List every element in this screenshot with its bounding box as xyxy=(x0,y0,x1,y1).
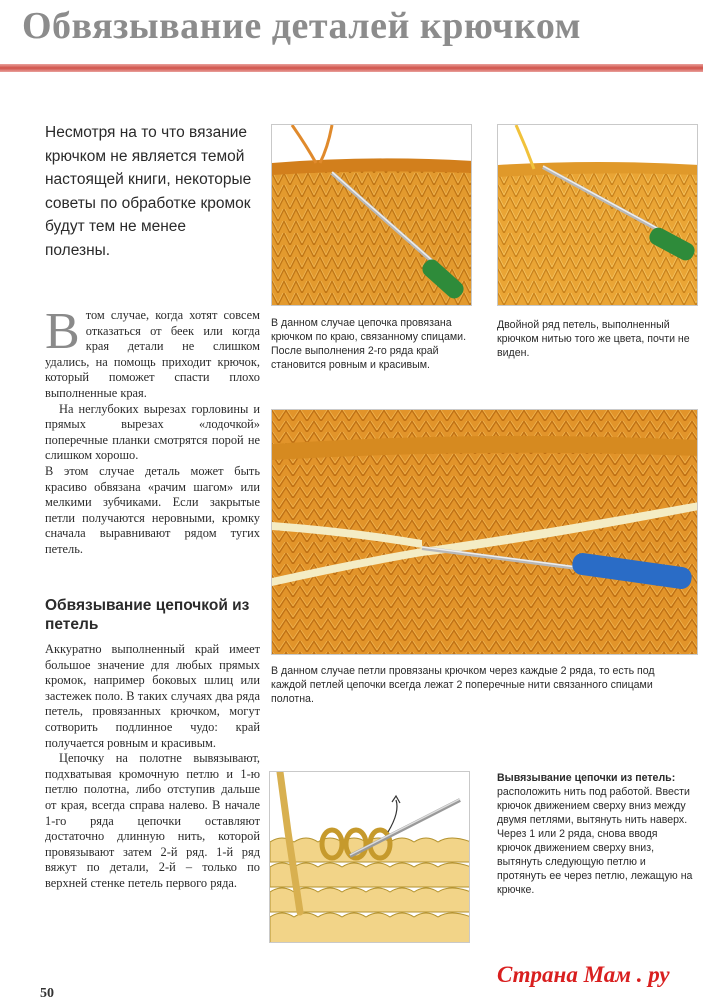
paragraph-1 xyxy=(45,303,260,402)
caption-photo-1: В данном случае цепочка провязана крючком по краю, связанному спицами. После выполнения 2-го ряда край становится ровным и красивым. xyxy=(271,317,467,371)
paragraph-3: В этом случае деталь может быть красиво обвязана «рачим шагом» или мелкими зубчиками. Если закрытые петли получаются неровными, кромку сначала выравнивают рядом тугих петель. xyxy=(45,463,260,556)
photo-double-row xyxy=(497,124,698,306)
caption-diagram xyxy=(497,771,693,897)
photo-chain-edge xyxy=(271,124,472,306)
section-paragraph-2: Цепочку на полотне вывязывают, подхватывая кромочную петлю и 1-ю петлю полотна, либо отступив дальше от края, всегда справа налево. В начале 1-го ряда цепочки оставляют достаточно длинную нить, которой провязывают затем 2-й ряд. 1-й ряд вяжут по детали, 2-й – только по верхней стенке петель первого ряда. xyxy=(45,751,260,890)
title-rule xyxy=(0,64,703,72)
caption-diagram-heading: Вывязывание цепочки из петель: xyxy=(497,772,676,784)
page-title: Обвязывание деталей крючком xyxy=(22,5,581,47)
section-paragraph-1: Аккуратно выполненный край имеет большое значение для любых прямых кромок, например боковых шлиц или застежек поло. В таких случаях два ряда петель, провязанных крючком, могут сотворить подлинное чудо: край получается ровным и красивым. xyxy=(45,642,260,750)
diagram-chain-stitch xyxy=(269,771,470,943)
paragraph-2: На неглубоких вырезах горловины и прямых вырезах «лодочкой» поперечные планки смотрятся порой не слишком хорошо. xyxy=(45,401,260,463)
body-text-top xyxy=(45,303,260,558)
paragraph-1-text: том случае, когда хотят совсем отказаться от беек или когда края детали не слишком удались, на помощь приходит крючок, который поможет спасти плохо выполненные края. xyxy=(45,308,260,400)
watermark: Страна Мам . ру xyxy=(497,962,670,987)
intro-paragraph: Несмотря на то что вязание крючком не является темой настоящей книги, некоторые советы по обработке кромок будут тем не менее полезны. xyxy=(45,124,252,259)
page-number: 50 xyxy=(40,986,54,1000)
drop-cap: В xyxy=(45,303,80,360)
body-text-section xyxy=(45,642,260,892)
section-heading: Обвязывание цепочкой из петель xyxy=(45,597,250,633)
caption-diagram-text: расположить нить под работой. Ввести крючок движением сверху вниз между двумя петлями, вытянуть нить наверх. Через 1 или 2 ряда, снова вводя крючок движением сверху вниз, вытянуть следующую петлю и протянуть ее через петлю, лежащую на крючке. xyxy=(497,786,693,896)
caption-photo-3: В данном случае петли провязаны крючком через каждые 2 ряда, то есть под каждой петлей цепочки всегда лежат 2 поперечные нити связанного спицами полотна. xyxy=(271,665,655,705)
photo-chain-every-2-rows xyxy=(271,409,698,655)
caption-photo-2: Двойной ряд петель, выполненный крючком нитью того же цвета, почти не виден. xyxy=(497,319,690,359)
